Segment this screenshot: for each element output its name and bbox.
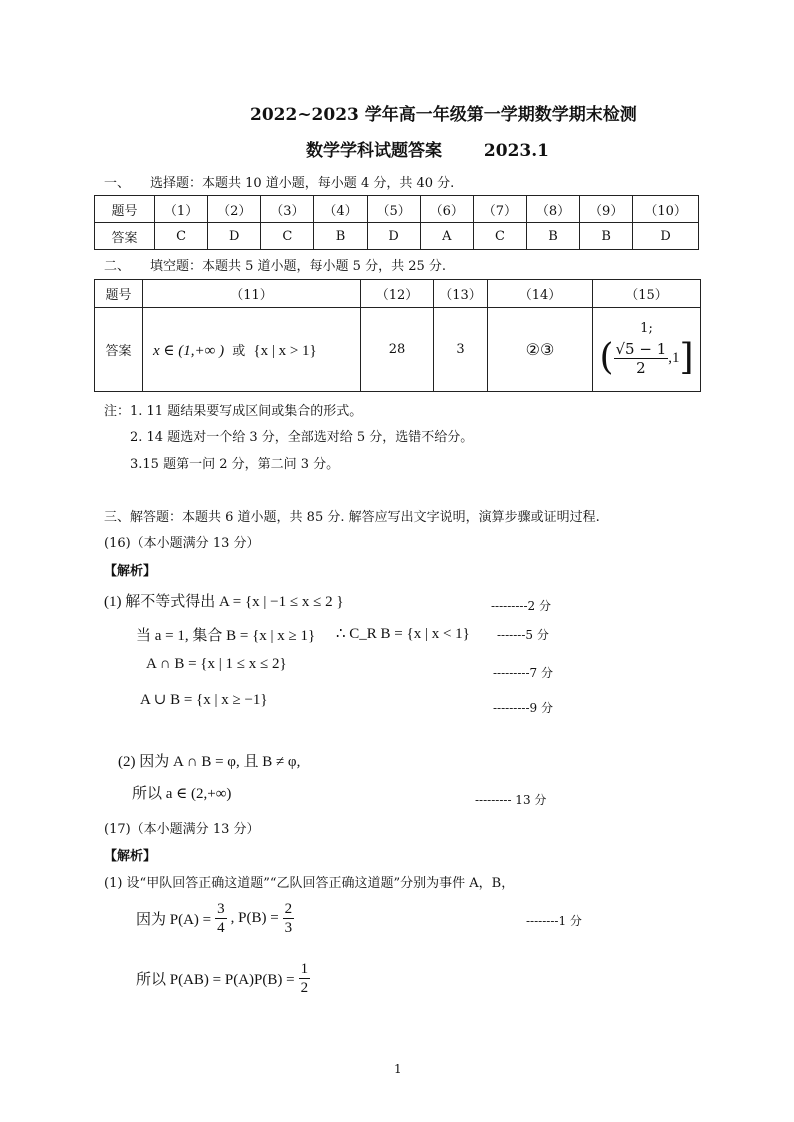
q17-pa-fraction [215,900,227,937]
choice-a5: D [367,223,420,250]
choice-q10: （10） [633,196,699,223]
q16-line5: (2) 因为 A ∩ B = φ, 且 B ≠ φ, [118,754,301,770]
fill-a13: 3 [434,308,488,392]
section2-num: 二、 [104,259,131,274]
q16-mark4: ---------9 分 [493,701,553,715]
fill-q12: （12） [361,280,434,308]
fill-q14: （14） [488,280,593,308]
choice-q6: （6） [420,196,473,223]
q16-line6: 所以 a ∈ (2,+∞) [132,786,232,802]
choice-a4: B [314,223,367,250]
q17-head: (17)（本小题满分 13 分） [104,822,260,837]
q17-pb-den: 3 [284,920,293,936]
fill-answer-table [94,279,701,392]
q16-line3: A ∩ B = {x | 1 ≤ x ≤ 2} [146,656,287,672]
q16-head: (16)（本小题满分 13 分） [104,536,260,551]
choice-q5: （5） [367,196,420,223]
fill-q13: （13） [434,280,488,308]
fill-a15-first: 1; [640,321,653,336]
choice-q8: （8） [526,196,579,223]
page-number: 1 [394,1062,402,1076]
fill-a12: 28 [361,308,434,392]
choice-q7: （7） [473,196,526,223]
choice-q1: （1） [155,196,208,223]
fill-a15-tail: ,1 [668,349,680,366]
fill-a14: ②③ [488,308,593,392]
q17-line2 [136,900,294,937]
right-bracket-icon: ] [679,337,694,378]
q16-jiexi: 【解析】 [104,564,157,579]
row-label-answer: 答案 [95,223,155,250]
q16-mark2: -------5 分 [497,628,549,642]
q17-pab-label: 所以 P(AB) = P(A)P(B) = [136,972,295,988]
title-line2 [306,136,549,161]
q17-mark2: --------1 分 [526,914,582,928]
choice-q3: （3） [261,196,314,223]
choice-question-row [95,196,699,223]
fill-answer-row [95,308,701,392]
choice-a7: C [473,223,526,250]
choice-answer-row [95,223,699,250]
q17-pab-num: 1 [300,961,309,977]
note-1: 注：1. 11 题结果要写成区间或集合的形式。 [104,404,363,419]
fill-question-row [95,280,701,308]
q17-pb-fraction [283,900,295,937]
fill-a15-fraction [614,340,669,377]
choice-a1: C [155,223,208,250]
choice-a9: B [580,223,633,250]
choice-q9: （9） [580,196,633,223]
choice-q2: （2） [208,196,261,223]
title-line1: 2022~2023 学年高一年级第一学期数学期末检测 [250,105,637,125]
q16-mark3: ---------7 分 [493,666,553,680]
fill-a15-denominator: 2 [636,358,646,377]
q17-pa-label: 因为 P(A) = [136,912,212,928]
fill-a11-set: {x | x > 1} [253,342,317,359]
row-label-question: 题号 [95,196,155,223]
fill-a15-numerator: √5 − 1 [615,339,667,358]
choice-answer-table [94,195,699,250]
q17-jiexi: 【解析】 [104,849,157,864]
q16-line2a: 当 a = 1, 集合 B = {x | x ≥ 1} [136,628,316,644]
q16-line1: (1) 解不等式得出 A = {x | −1 ≤ x ≤ 2 } [104,594,344,610]
fill-row-label-answer: 答案 [95,308,143,392]
fill-row-label-question: 题号 [95,280,143,308]
exam-date: 2023.1 [483,141,549,161]
subtitle: 数学学科试题答案 [306,141,442,161]
q17-pab-den: 2 [300,980,309,996]
choice-a2: D [208,223,261,250]
fill-a11-interval: x ∈ (1,+∞ ) [153,342,225,359]
section1-num: 一、 [104,176,131,191]
section1-heading: 选择题：本题共 10 道小题，每小题 4 分，共 40 分. [150,176,455,191]
choice-q4: （4） [314,196,367,223]
section3-heading: 三、解答题：本题共 6 道小题，共 85 分. 解答应写出文字说明，演算步骤或证明过程. [104,510,600,525]
section2-heading: 填空题：本题共 5 道小题，每小题 5 分，共 25 分. [150,259,447,274]
q16-line4: A ∪ B = {x | x ≥ −1} [140,692,268,708]
q16-line2b: ∴ C_R B = {x | x < 1} [336,626,470,642]
choice-a6: A [420,223,473,250]
choice-a3: C [261,223,314,250]
note-3: 3.15 题第一问 2 分，第二问 3 分。 [130,457,340,472]
q17-line3 [136,960,310,997]
q16-mark6: --------- 13 分 [475,793,547,807]
q17-pb-label: , P(B) = [230,910,279,926]
fill-a11-or: 或 [232,343,246,359]
q17-pa-num: 3 [217,901,225,917]
note-2: 2. 14 题选对一个给 3 分，全部选对给 5 分，选错不给分。 [130,430,474,445]
fill-a11 [143,308,361,392]
fill-q11: （11） [143,280,361,308]
q16-mark1: ---------2 分 [491,599,551,613]
q17-pb-num: 2 [284,901,293,917]
choice-a10: D [633,223,699,250]
q17-pab-fraction [299,960,311,997]
q17-pa-den: 4 [217,920,225,936]
fill-q15: （15） [593,280,701,308]
left-paren-icon: ( [599,337,614,378]
choice-a8: B [526,223,579,250]
q17-line1: (1) 设“甲队回答正确这道题”“乙队回答正确这道题”分别为事件 A，B， [104,876,515,891]
fill-a15-interval [599,338,693,378]
fill-a15 [593,308,701,392]
